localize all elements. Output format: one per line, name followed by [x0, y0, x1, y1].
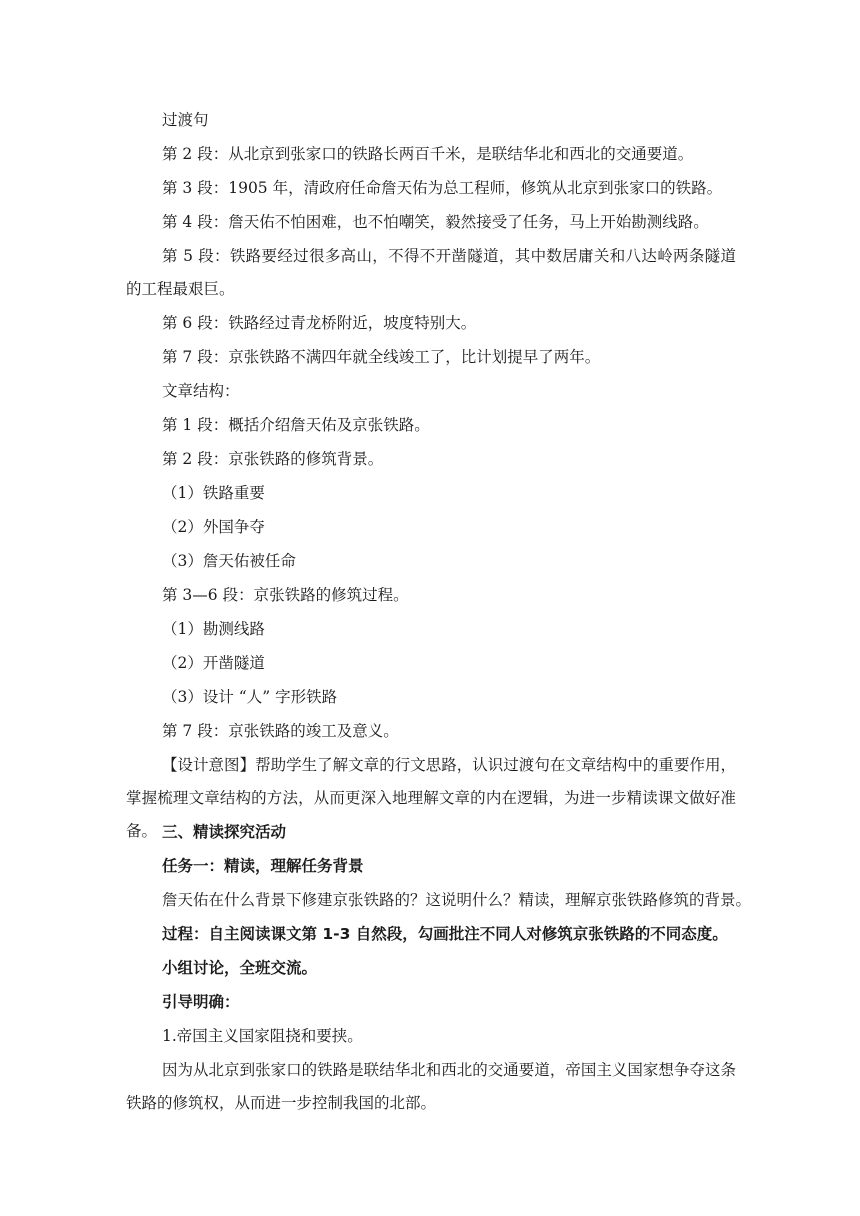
structure-item-tunnels: （2）开凿隧道 [162, 654, 265, 672]
structure-item-railway-important: （1）铁路重要 [162, 484, 265, 502]
heading-article-structure: 文章结构： [162, 382, 240, 400]
paragraph-transition-sentence: 过渡句 [162, 111, 209, 129]
point-imperialist-obstruction: 1.帝国主义国家阻挠和要挟。 [162, 1027, 363, 1045]
task-process: 过程：自主阅读课文第 1-3 自然段，勾画批注不同人对修筑京张铁路的不同态度。 [162, 925, 728, 943]
paragraph-section-7: 第 7 段：京张铁路不满四年就全线竣工了，比计划提早了两年。 [162, 348, 601, 366]
guided-clarification: 引导明确： [162, 993, 240, 1011]
structure-section-7: 第 7 段：京张铁路的竣工及意义。 [162, 722, 399, 740]
explanation-paragraph: 因为从北京到张家口的铁路是联结华北和西北的交通要道，帝国主义国家想争夺这条铁路的修筑权，从而进一步控制我国的北部。 [126, 1061, 736, 1112]
paragraph-section-5: 第 5 段：铁路要经过很多高山，不得不开凿隧道，其中数居庸关和八达岭两条隧道的工程最艰巨。 [126, 247, 736, 298]
structure-item-appointed: （3）詹天佑被任命 [162, 552, 296, 570]
task-one-question: 詹天佑在什么背景下修建京张铁路的？这说明什么？精读，理解京张铁路修筑的背景。 [162, 891, 752, 909]
structure-sections-3-6: 第 3—6 段：京张铁路的修筑过程。 [162, 586, 409, 604]
paragraph-section-4: 第 4 段：詹天佑不怕困难，也不怕嘲笑，毅然接受了任务，马上开始勘测线路。 [162, 213, 709, 231]
structure-item-foreign-competition: （2）外国争夺 [162, 518, 265, 536]
paragraph-section-6: 第 6 段：铁路经过青龙桥附近，坡度特别大。 [162, 314, 477, 332]
paragraph-section-2: 第 2 段：从北京到张家口的铁路长两百千米，是联结华北和西北的交通要道。 [162, 145, 694, 163]
heading-intensive-reading: 三、精读探究活动 [162, 823, 287, 841]
heading-task-one: 任务一：精读，理解任务背景 [162, 857, 364, 875]
structure-item-zigzag-design: （3）设计 “人” 字形铁路 [162, 688, 338, 706]
design-intent: 【设计意图】帮助学生了解文章的行文思路，认识过渡句在文章结构中的重要作用，掌握梳理文章结构的方法，从而更深入地理解文章的内在逻辑，为进一步精读课文做好准备。 [126, 756, 736, 840]
structure-item-survey: （1）勘测线路 [162, 620, 265, 638]
structure-section-2: 第 2 段：京张铁路的修筑背景。 [162, 450, 384, 468]
group-discussion: 小组讨论，全班交流。 [162, 959, 318, 977]
paragraph-section-3: 第 3 段：1905 年，清政府任命詹天佑为总工程师，修筑从北京到张家口的铁路。 [162, 179, 723, 197]
structure-section-1: 第 1 段：概括介绍詹天佑及京张铁路。 [162, 416, 430, 434]
